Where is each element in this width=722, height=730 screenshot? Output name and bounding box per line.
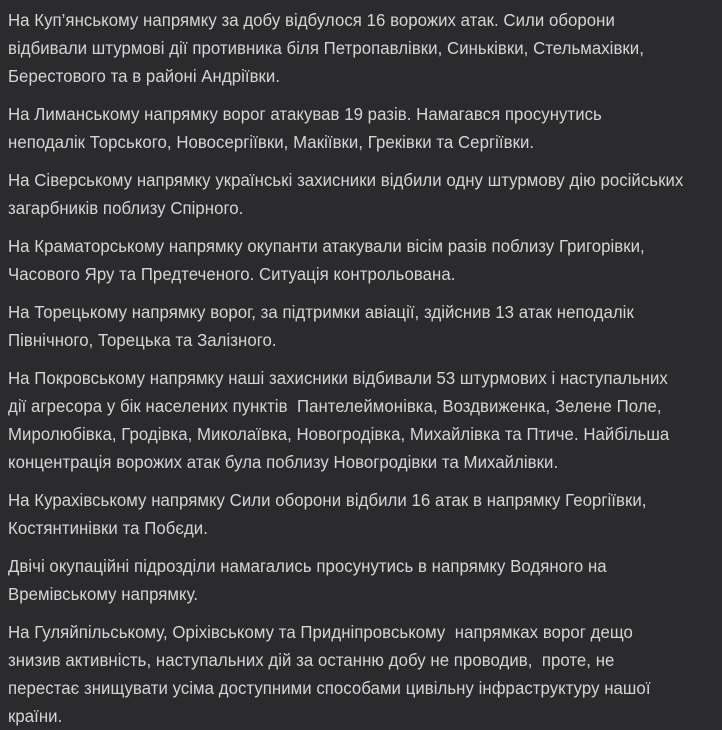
report-paragraph: На Краматорському напрямку окупанти атакували вісім разів поблизу Григорівки, Часового Яру та Предтеченого. Ситуація контрольована. (8, 236, 650, 284)
report-paragraph: На Сіверському напрямку українські захисники відбили одну штурмову дію російських загарбників поблизу Спірного. (8, 170, 689, 218)
report-paragraph: Двічі окупаційні підрозділи намагались просунутись в напрямку Водяного на Времівському напрямку. (8, 556, 612, 604)
report-paragraph: На Торецькому напрямку ворог, за підтримки авіації, здійснив 13 атак неподалік Північного, Торецька та Залізного. (8, 302, 639, 350)
report-paragraph: На Лиманському напрямку ворог атакував 19 разів. Намагався просунутись неподалік Торського, Новосергіївки, Макіївки, Греківки та Сергіївки. (8, 104, 607, 152)
report-paragraph: На Гуляйпільському, Оріхівському та Придніпровському напрямках ворог дещо знизив активність, наступальних дій за останню добу не проводив, проте, не перестає знищувати усіма доступними способами цивільну інфраструктуру нашої країни. (8, 622, 656, 726)
report-paragraph: На Покровському напрямку наші захисники відбивали 53 штурмових і наступальних дії агресора у бік населених пунктів Пантелеймонівка, Воздвиженка, Зелене Поле, Миролюбівка, Гродівка, Миколаївка, Новогродівка, Михайлівка та Птиче. Найбільша концентрація ворожих атак була поблизу Новогродівки та Михайлівки. (8, 368, 675, 472)
report-paragraph: На Курахівському напрямку Сили оборони відбили 16 атак в напрямку Георгіївки, Костянтинівки та Побєди. (8, 490, 652, 538)
report-paragraph: На Куп’янському напрямку за добу відбулося 16 ворожих атак. Сили оборони відбивали штурмові дії противника біля Петропавлівки, Синьківки, Стельмахівки, Берестового та в районі Андріївки. (8, 10, 649, 86)
